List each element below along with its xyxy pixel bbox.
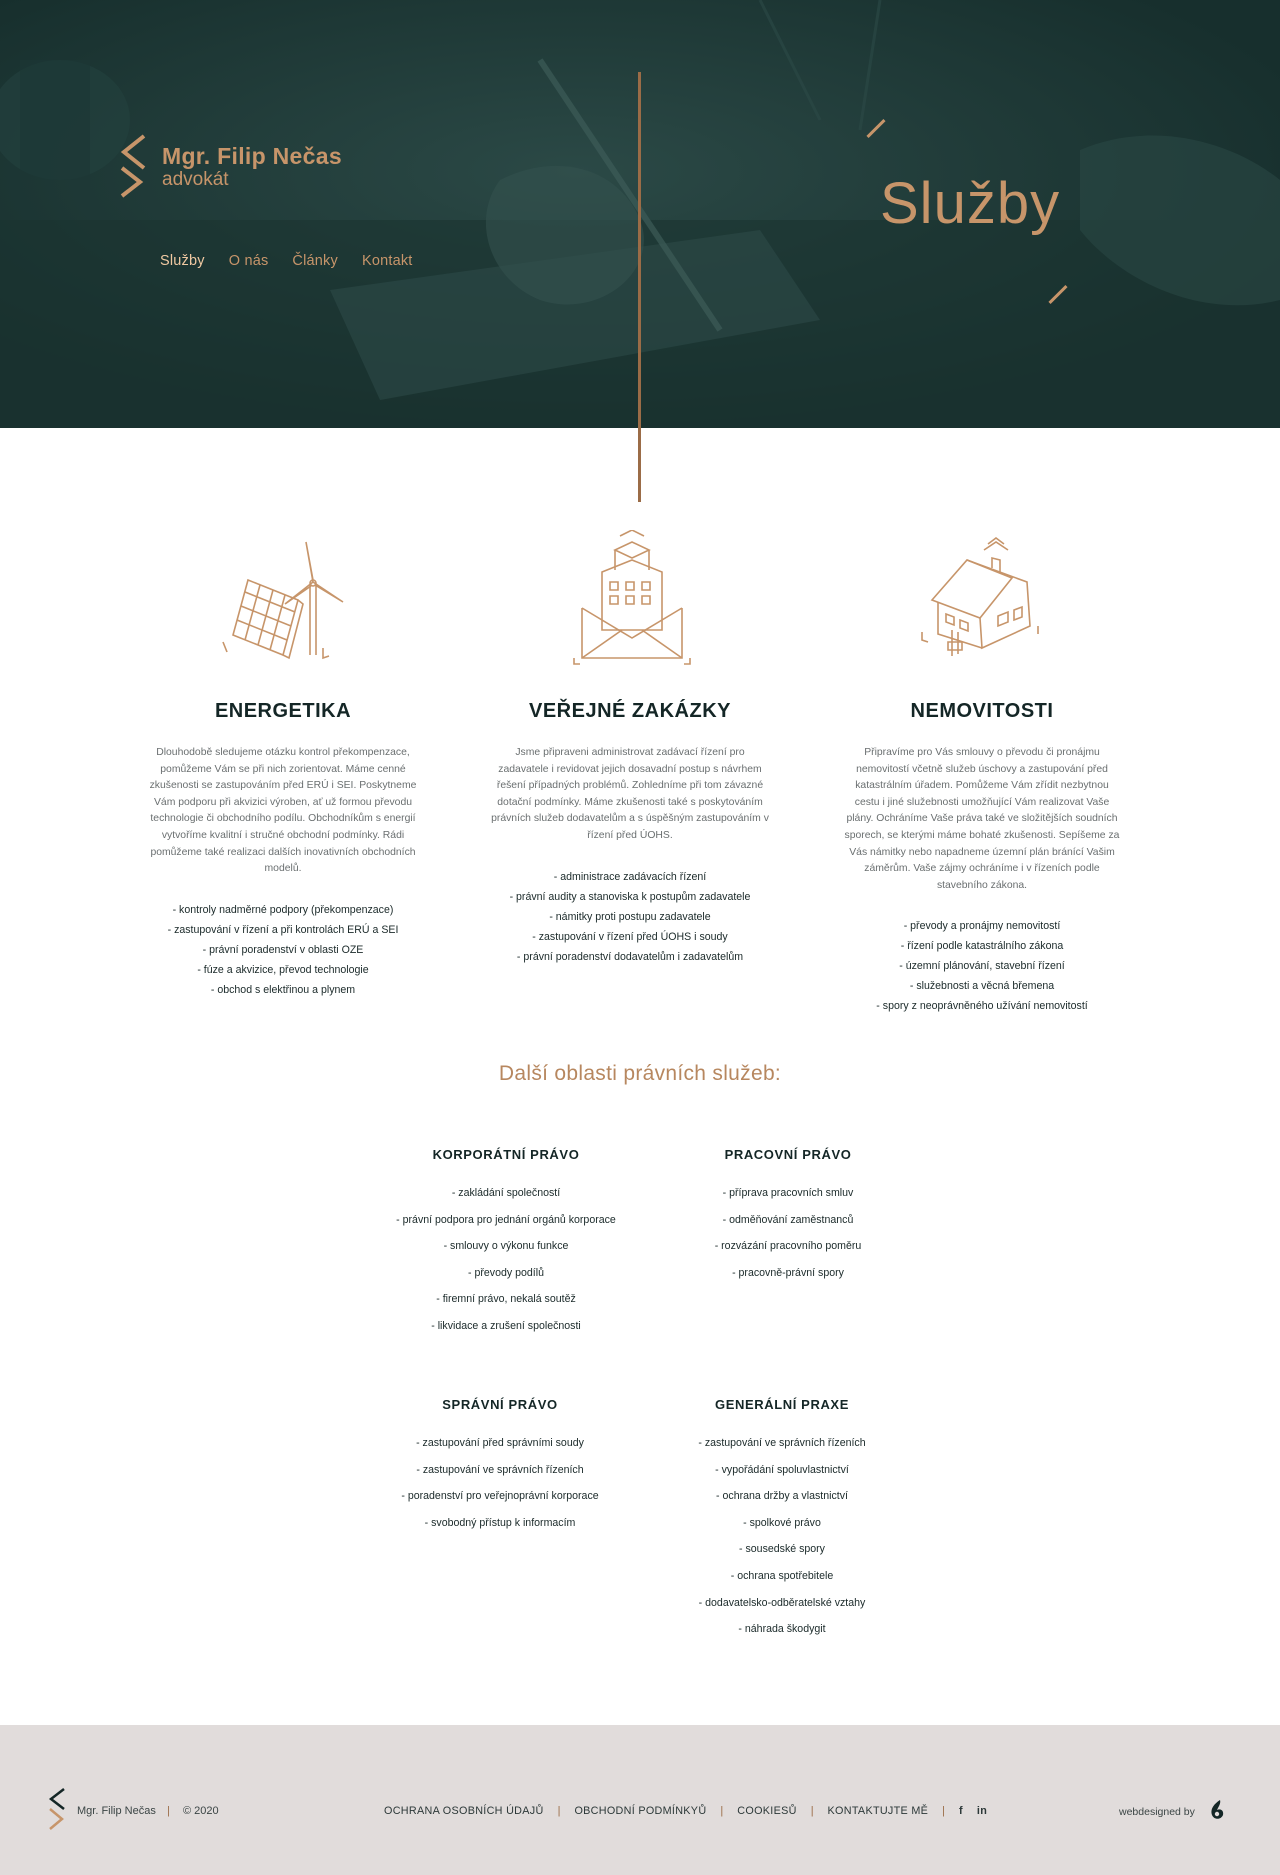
list-item: - kontroly nadměrné podpory (překompenzace): [172, 903, 394, 916]
list-item: - vypořádání spoluvlastnictví: [715, 1463, 849, 1476]
list-item: - dodavatelsko-odběratelské vztahy: [698, 1596, 866, 1609]
footer-link-terms[interactable]: OBCHODNÍ PODMÍNKYŮ: [574, 1805, 707, 1817]
nav-item-clanky[interactable]: Články: [292, 253, 338, 269]
list-item: - námitky proti postupu zadavatele: [549, 910, 711, 923]
area-list: [658, 1180, 918, 1286]
service-description: Dlouhodobě sledujeme otázku kontrol překompenzace, pomůžeme Vám se při nich zorientovat. Máme cenné zkušenosti se zastupováním před ERÚ i SEI. Poskytneme Vám podporu při akvizici výroben, ať už formou převodu technologie či obchodního podílu. Obchodníkům s energií vytvoříme kvalitní i stručné obchodní podmínky. Rádi pomůžeme také realizaci dalších inovativních obchodních modelů.: [149, 747, 417, 875]
list-item: - poradenství pro veřejnoprávní korporace: [401, 1490, 599, 1503]
area-pracovni-pravo: [658, 1147, 918, 1286]
service-verejne-zakazky: [480, 530, 780, 967]
list-item: - náhrada škodygit: [738, 1623, 826, 1636]
list-item: - právní poradenství v oblasti OZE: [202, 943, 364, 956]
list-item: - svobodný přístup k informacím: [424, 1516, 576, 1529]
footer-brand-name: Mgr. Filip Nečas: [77, 1805, 156, 1817]
list-item: - rozvázání pracovního poměru: [714, 1240, 862, 1253]
list-item: - pracovně-právní spory: [732, 1266, 844, 1279]
footer-link-contact[interactable]: KONTAKTUJTE MĚ: [827, 1805, 929, 1817]
list-item: - obchod s elektřinou a plynem: [210, 983, 356, 996]
service-title: ENERGETIKA: [214, 700, 352, 722]
nav-item-sluzby[interactable]: Služby: [160, 253, 205, 269]
brand-subtitle: advokát: [162, 169, 229, 190]
area-list: [376, 1180, 636, 1340]
service-list: [832, 916, 1132, 1016]
footer-separator: |: [167, 1805, 170, 1817]
list-item: - právní podpora pro jednání orgánů korporace: [396, 1213, 616, 1226]
area-list: [652, 1430, 912, 1643]
list-item: - zastupování v řízení a při kontrolách ERÚ a SEI: [167, 923, 399, 936]
facebook-icon[interactable]: f: [958, 1805, 963, 1817]
nav-item-o-nas[interactable]: O nás: [228, 253, 269, 269]
service-list: [480, 867, 780, 967]
list-item: - řízení podle katastrálního zákona: [900, 940, 1064, 953]
footer: [0, 1725, 1280, 1875]
footer-separator: |: [720, 1805, 724, 1817]
brand-name: Mgr. Filip Nečas: [162, 143, 342, 169]
divider-line: [638, 72, 641, 502]
service-title: VEŘEJNÉ ZAKÁZKY: [529, 700, 731, 722]
logo[interactable]: [118, 132, 342, 202]
list-item: - ochrana spotřebitele: [730, 1569, 834, 1582]
service-list: [133, 900, 433, 1000]
area-spravni-pravo: [370, 1397, 630, 1536]
webdesigner-logo-icon[interactable]: [1208, 1798, 1226, 1822]
list-item: - sousedské spory: [739, 1543, 825, 1556]
footer-separator: |: [942, 1805, 945, 1817]
list-item: - převody podílů: [468, 1266, 544, 1279]
area-title: PRACOVNÍ PRÁVO: [724, 1147, 852, 1162]
list-item: - odměňování zaměstnanců: [722, 1213, 854, 1226]
solar-wind-icon: [213, 530, 353, 670]
list-item: - zastupování ve správních řízeních: [416, 1463, 584, 1476]
area-title: GENERÁLNÍ PRAXE: [715, 1397, 849, 1412]
list-item: - zastupování před správními soudy: [416, 1437, 584, 1449]
more-services-title: Další oblasti právních služeb:: [498, 1062, 782, 1085]
house-icon: [912, 530, 1052, 670]
list-item: - právní audity a stanoviska k postupům zadavatele: [509, 890, 751, 903]
footer-separator: |: [810, 1805, 814, 1817]
area-title: SPRÁVNÍ PRÁVO: [442, 1397, 558, 1412]
service-description: Připravíme pro Vás smlouvy o převodu či pronájmu nemovitostí včetně služeb úschovy a zastupování před katastrálním úřadem. Pomůžeme Vám zřídit nezbytnou cestu i jiné služebnosti umožňující Vám realizovat Vaše plány. Ochráníme Vaše práva také ve složitějších soudních sporech, se kterými máme bohaté zkušenosti. Sepíšeme za Vás námitky nebo napadneme územní plán bránící Vašim záměrům. Vaše zájmy ochráníme i v řízeních podle stavebního zákona.: [844, 747, 1120, 891]
list-item: - administrace zadávacích řízení: [553, 870, 707, 883]
list-item: - spory z neoprávněného užívání nemovitostí: [876, 1000, 1088, 1013]
area-korporatni-pravo: [376, 1147, 636, 1340]
service-nemovitosti: [832, 530, 1132, 1016]
list-item: - územní plánování, stavební řízení: [899, 960, 1065, 973]
footer-links: [384, 1805, 987, 1817]
list-item: - příprava pracovních smluv: [722, 1187, 854, 1199]
page-title: Služby: [880, 171, 1061, 236]
list-item: - likvidace a zrušení společnosti: [431, 1319, 581, 1332]
service-description: Jsme připraveni administrovat zadávací řízení pro zadavatele i revidovat jejich dosavadní postup s návrhem řešení případných problémů. Zohledníme při tom závazné dotační podmínky. Máme zkušenosti také s poskytováním právních služeb dodavatelům a s úspěšným zastupováním v řízení před ÚOHS.: [491, 747, 769, 841]
list-item: - převody a pronájmy nemovitostí: [903, 920, 1061, 933]
list-item: - právní poradenství dodavatelům i zadavatelům: [516, 950, 744, 963]
main-nav: [160, 253, 413, 269]
service-title: NEMOVITOSTI: [910, 700, 1054, 722]
footer-logo-icon[interactable]: [48, 1787, 66, 1831]
webdesign-credit: webdesigned by: [1119, 1806, 1195, 1818]
list-item: - spolkové právo: [743, 1516, 821, 1529]
area-generalni-praxe: [652, 1397, 912, 1643]
list-item: - fúze a akvizice, převod technologie: [197, 963, 369, 976]
area-title: KORPORÁTNÍ PRÁVO: [432, 1147, 580, 1162]
list-item: - ochrana držby a vlastnictví: [716, 1490, 848, 1503]
list-item: - služebnosti a věcná břemena: [909, 980, 1055, 993]
list-item: - smlouvy o výkonu funkce: [443, 1240, 569, 1253]
footer-copyright: © 2020: [183, 1805, 219, 1817]
footer-link-cookies[interactable]: COOKIESŮ: [737, 1805, 797, 1817]
list-item: - firemní právo, nekalá soutěž: [436, 1293, 576, 1306]
area-list: [370, 1430, 630, 1536]
logo-mark-icon: [118, 132, 148, 202]
footer-link-privacy[interactable]: OCHRANA OSOBNÍCH ÚDAJŮ: [384, 1805, 544, 1817]
list-item: - zastupování ve správních řízeních: [698, 1437, 866, 1449]
nav-item-kontakt[interactable]: Kontakt: [361, 253, 413, 269]
service-energetika: [133, 530, 433, 1000]
list-item: - zakládání společností: [451, 1187, 561, 1199]
linkedin-icon[interactable]: in: [976, 1805, 988, 1817]
list-item: - zastupování v řízení před ÚOHS i soudy: [532, 930, 728, 943]
footer-separator: |: [557, 1805, 561, 1817]
building-envelope-icon: [560, 530, 700, 670]
